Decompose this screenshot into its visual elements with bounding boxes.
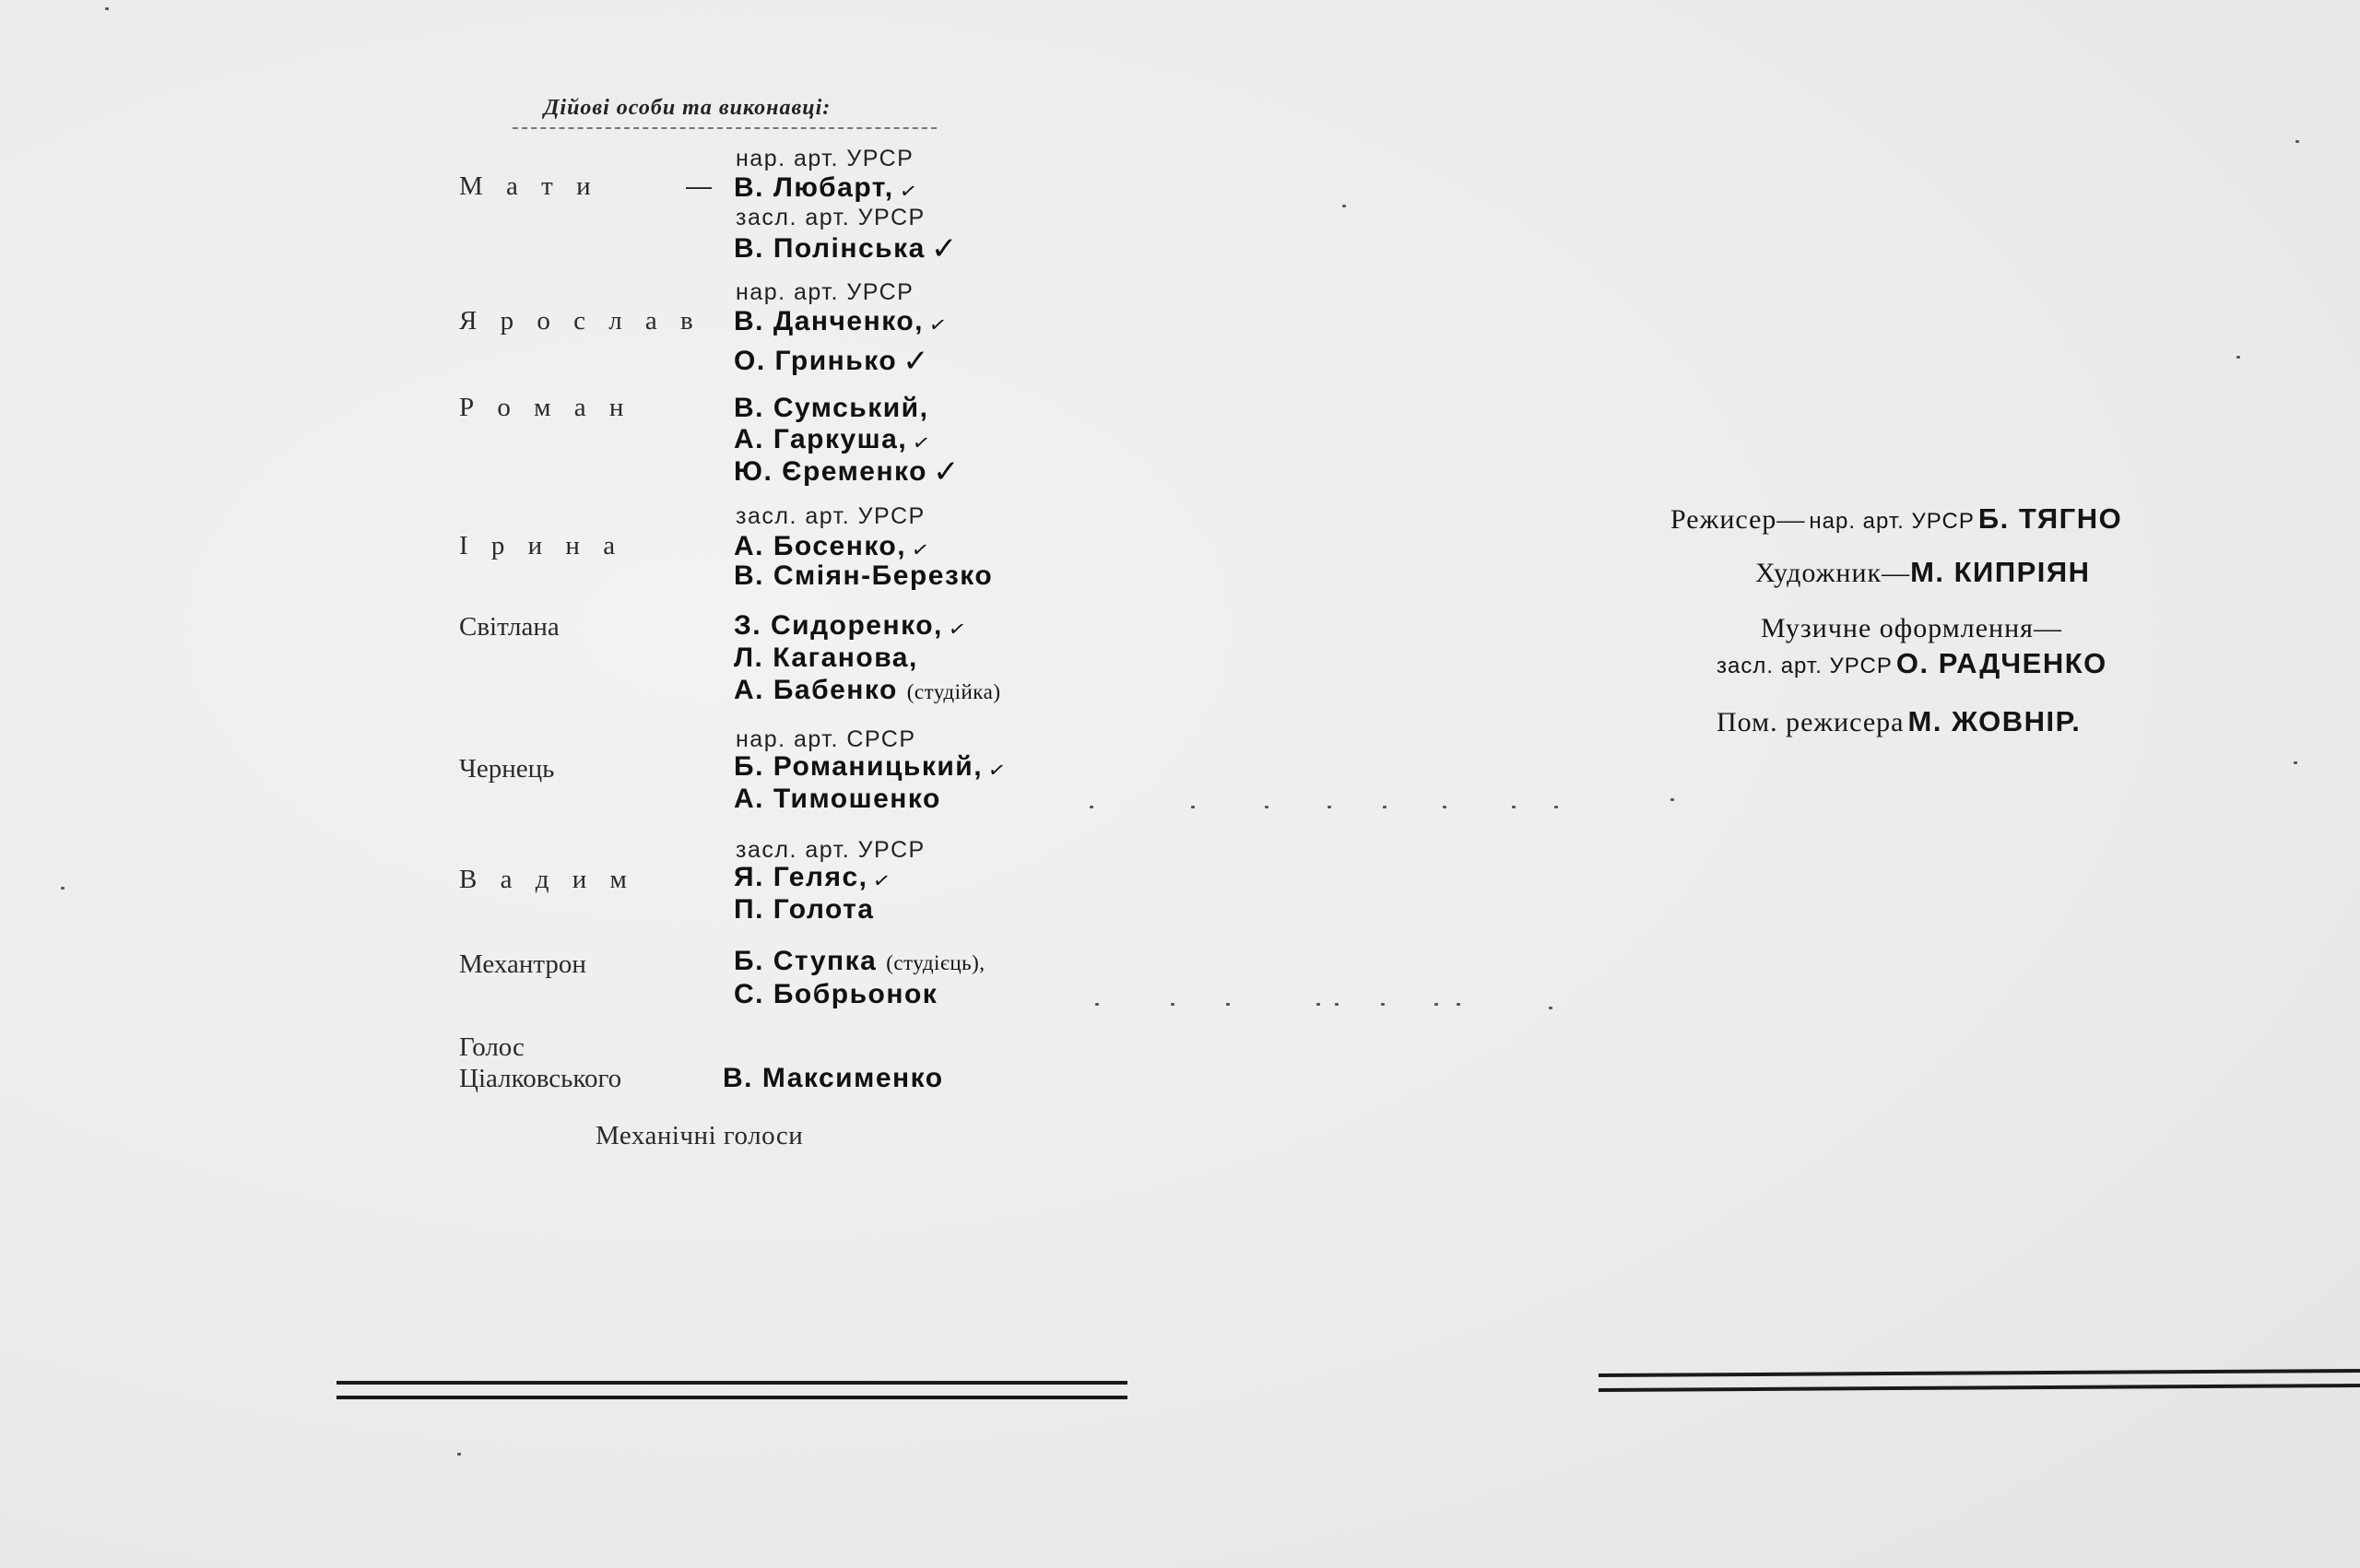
right-rule-bottom — [1599, 1384, 2360, 1392]
print-dot — [1381, 1003, 1385, 1006]
check-mark-icon: ✓ — [871, 868, 894, 895]
role-mekhantron: Механтрон — [459, 949, 586, 979]
print-dot — [1342, 205, 1346, 207]
actor-hrynko: О. Гринько ✓ — [734, 343, 931, 380]
print-dot — [1090, 806, 1093, 808]
actor-kahanova: Л. Каганова, — [734, 643, 918, 673]
monk-title-1: нар. арт. СРСР — [736, 726, 916, 752]
yaroslav-title-1: нар. арт. УРСР — [736, 279, 914, 305]
actor-helyas: Я. Геляс, ✓ — [734, 862, 894, 895]
check-mark-icon: ✓ — [911, 430, 934, 457]
actor-babenko: А. Бабенко (студійка) — [734, 675, 1001, 705]
role-iryna: І р и н а — [459, 531, 624, 560]
print-dot — [1316, 1003, 1320, 1006]
role-svitlana: Світлана — [459, 612, 560, 642]
check-mark-icon: ✓ — [930, 230, 959, 267]
print-dot — [1265, 806, 1268, 808]
mother-title-2: засл. арт. УРСР — [736, 205, 926, 230]
right-rule-top — [1599, 1369, 2360, 1377]
check-mark-icon: ✓ — [946, 617, 969, 643]
credit-music-label: Музичне оформлення— — [1761, 613, 2062, 643]
role-mother: М а т и — [459, 171, 599, 201]
print-dot — [2236, 356, 2240, 359]
actor-lyubart: В. Любарт, ✓ — [734, 172, 920, 206]
role-vadym: В а д и м — [459, 865, 635, 894]
actor-maksymenko: В. Максименко — [723, 1063, 944, 1093]
cast-heading: Дійові особи та виконавці: — [544, 96, 832, 120]
print-dot — [2295, 140, 2299, 143]
print-dot — [1443, 806, 1446, 808]
print-dot — [1670, 798, 1674, 801]
print-dot — [1512, 806, 1516, 808]
actor-romanytskyi: Б. Романицький, ✓ — [734, 751, 1009, 784]
check-mark-icon: ✓ — [986, 758, 1009, 784]
check-mark-icon: ✓ — [897, 179, 920, 206]
print-dot — [1328, 806, 1331, 808]
actor-harkusha: А. Гаркуша, ✓ — [734, 424, 934, 457]
check-mark-icon: ✓ — [903, 343, 931, 380]
print-dot — [1383, 806, 1386, 808]
actor-sumskyi: В. Сумський, — [734, 393, 929, 423]
check-mark-icon: ✓ — [910, 537, 933, 564]
role-dash: — — [686, 171, 712, 200]
print-dot — [1434, 1003, 1438, 1006]
iryna-title-1: засл. арт. УРСР — [736, 503, 926, 529]
role-monk: Чернець — [459, 754, 555, 784]
print-dot — [1095, 1003, 1099, 1006]
print-dot — [105, 7, 109, 10]
cast-heading-underline — [513, 127, 937, 129]
role-voice-line-2: Ціалковського — [459, 1064, 622, 1093]
actor-holota: П. Голота — [734, 894, 875, 925]
credit-assistant: Пом. режисера М. ЖОВНІР. — [1717, 705, 2082, 737]
actor-yeremenko: Ю. Єременко ✓ — [734, 454, 962, 490]
vadym-title-1: засл. арт. УРСР — [736, 837, 926, 863]
left-rule-top — [336, 1381, 1127, 1385]
role-voice-line-1: Голос — [459, 1032, 525, 1062]
print-dot — [1171, 1003, 1174, 1006]
print-dot — [1554, 806, 1558, 808]
mechanical-voices: Механічні голоси — [596, 1121, 804, 1150]
actor-stupka: Б. Ступка (студієць), — [734, 946, 985, 976]
role-yaroslav: Я р о с л а в — [459, 306, 702, 336]
print-dot — [2294, 761, 2297, 764]
print-dot — [1335, 1003, 1339, 1006]
check-mark-icon: ✓ — [926, 312, 950, 339]
actor-bosenko: А. Босенко, ✓ — [734, 531, 933, 564]
mother-title-1: нар. арт. УРСР — [736, 146, 914, 171]
credit-director: Режисер— нар. арт. УРСР Б. ТЯГНО — [1670, 502, 2123, 535]
print-dot — [457, 1453, 461, 1456]
actor-tymoshenko: А. Тимошенко — [734, 784, 941, 814]
left-rule-bottom — [336, 1396, 1127, 1399]
credit-artist: Художник—М. КИПРІЯН — [1755, 556, 2091, 588]
role-roman: Р о м а н — [459, 393, 632, 422]
print-dot — [1549, 1007, 1552, 1009]
actor-polinska: В. Полінська ✓ — [734, 230, 959, 267]
credit-music: засл. арт. УРСР О. РАДЧЕНКО — [1717, 647, 2107, 679]
actor-danchenko: В. Данченко, ✓ — [734, 306, 950, 339]
actor-smiyan-berezko: В. Сміян-Березко — [734, 560, 994, 591]
check-mark-icon: ✓ — [933, 454, 962, 490]
actor-bobryonok: С. Бобрьонок — [734, 979, 938, 1009]
print-dot — [1457, 1003, 1460, 1006]
print-dot — [1226, 1003, 1230, 1006]
actor-sydorenko: З. Сидоренко, ✓ — [734, 610, 969, 643]
print-dot — [1191, 806, 1195, 808]
print-dot — [61, 887, 65, 890]
